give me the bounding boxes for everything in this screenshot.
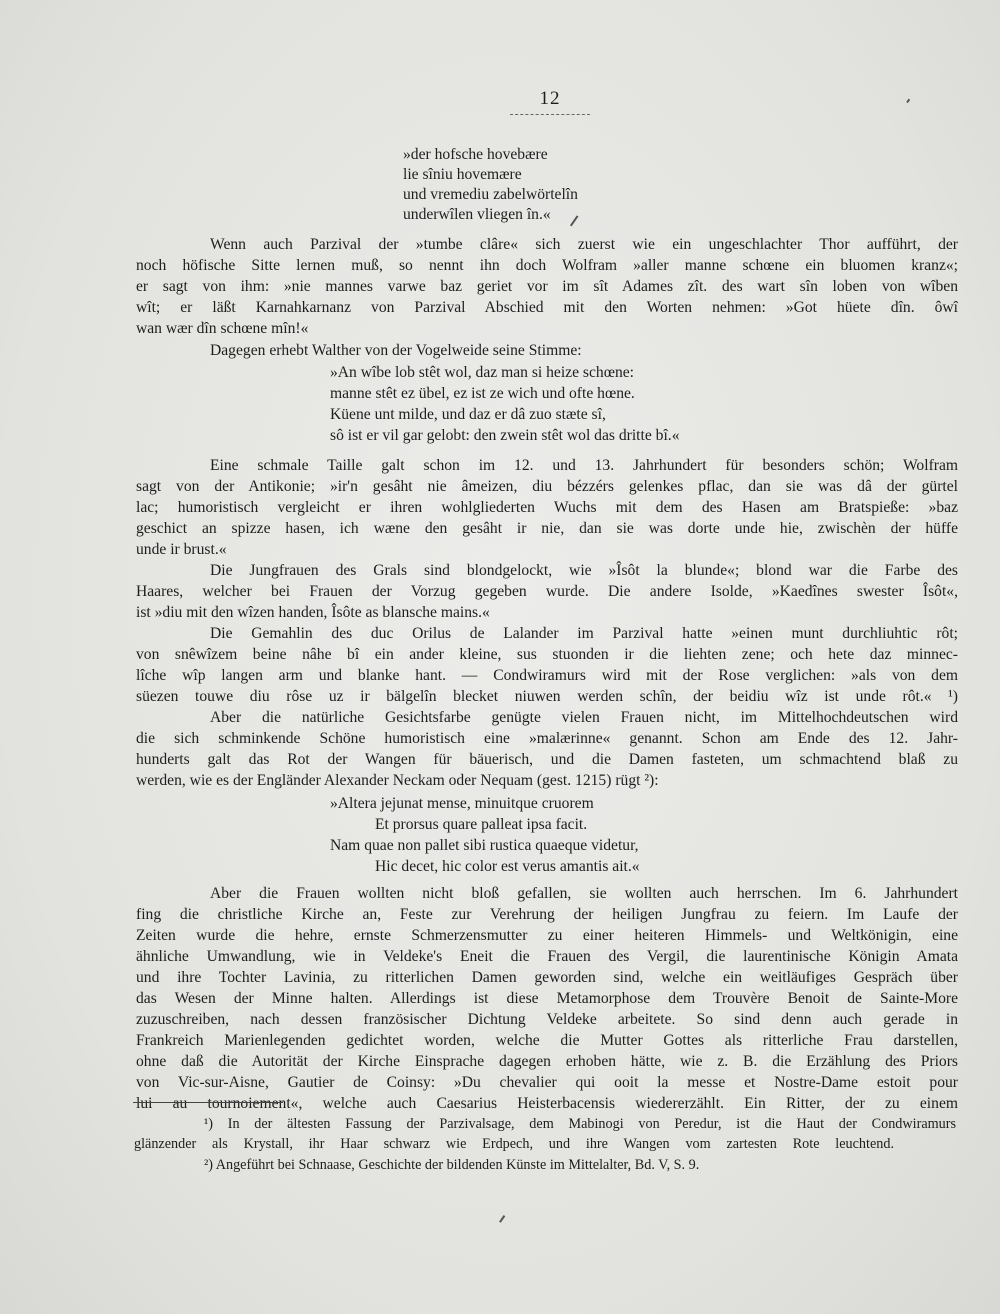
verse-line: manne stêt ez übel, ez ist ze wich und ofte hœne. xyxy=(330,385,635,402)
paragraph-line: er sagt von ihm: »nie mannes varwe baz geriet vor im sît Adames zît. des wart sîn loben von wîben xyxy=(136,278,958,295)
paragraph-line: Die Jungfrauen des Grals sind blondgelockt, wie »Îsôt la blunde«; blond war die Farbe des xyxy=(210,562,958,579)
paragraph-line: und ihre Tochter Lavinia, zu ritterlichen Damen geworden sind, welche ein weitläufiges Gespräch über xyxy=(136,969,958,986)
paragraph-line: Dagegen erhebt Walther von der Vogelweide seine Stimme: xyxy=(210,342,582,359)
paragraph-line: Zeiten wurde die hehre, ernste Schmerzensmutter zu einer heiteren Himmels- und Weltkönigin, eine xyxy=(136,927,958,944)
paragraph-line: fing die christliche Kirche an, Feste zur Verehrung der heiligen Jungfrau zu feiern. Im Laufe der xyxy=(136,906,958,923)
paragraph-line: von Vic-sur-Aisne, Gautier de Coinsy: »Du chevalier qui ooit la messe et Nostre-Dame estoit pour xyxy=(136,1074,958,1091)
paragraph-line: lac; humoristisch vergleicht er ihren wohlgliederten Wuchs mit dem des Hasen am Bratspieße: »baz xyxy=(136,499,958,516)
paragraph-line: sagt von der Antikonie; »ir'n gesâht nie âmeizen, diu bézzérs gelenkes pflac, dan sie was dâ der gürtel xyxy=(136,478,958,495)
footnote-rule xyxy=(133,1102,283,1103)
paragraph-line: süezen touwe diu rôse uz ir bälgelîn blecket niuwen werden schîn, der beidiu wîz ist unde rôt.« ¹) xyxy=(136,688,958,705)
paragraph-line: Frankreich Marienlegenden gedichtet worden, welche die Mutter Gottes als ritterliche Frau darstellen, xyxy=(136,1032,958,1049)
paragraph-line: ist »diu mit den wîzen handen, Îsôte as blansche mains.« xyxy=(136,604,490,621)
paragraph-line: noch höfische Sitte lernen muß, so nennt ihn doch Wolfram »aller manne schœne ein bluomen kranz«; xyxy=(136,257,958,274)
paragraph-line: unde ir brust.« xyxy=(136,541,227,558)
page-number: 12 xyxy=(539,88,561,109)
paragraph-line: ähnliche Umwandlung, wie in Veldeke's Eneit die Frauen des Vergil, die laurentinische Königin Amata xyxy=(136,948,958,965)
paragraph-line: Aber die Frauen wollten nicht bloß gefallen, sie wollten auch herrschen. Im 6. Jahrhundert xyxy=(210,885,958,902)
footnote: ¹) In der ältesten Fassung der Parzivalsage, dem Mabinogi von Peredur, ist die Haut der Condwiramurs xyxy=(204,1116,956,1132)
paragraph-line: lui au tournoiement«, welche auch Caesarius Heisterbacensis wiedererzählt. Ein Ritter, der zu einem xyxy=(136,1095,958,1112)
paragraph-line: zuzuschreiben, nach dessen französischer Dichtung Veldeke arbeitete. So sind denn auch gerade in xyxy=(136,1011,958,1028)
paragraph-line: von snêwîzem beine nâhe bî ein ander kleine, sus stuonden ir die liehten zene; och hete daz minnec- xyxy=(136,646,958,663)
ink-speck xyxy=(499,1215,505,1222)
footnote: glänzender als Krystall, ihr Haar schwarz wie Erdpech, und ihre Wangen vom zartesten Rote leuchtend. xyxy=(134,1136,894,1152)
paragraph-line: lîche wîp langen arm und blanke hant. — Condwiramurs wird mit der Rose verglichen: »als von dem xyxy=(136,667,958,684)
verse-line: und vremediu zabelwörtelîn xyxy=(403,186,578,203)
verse-line: Küene unt milde, und daz er dâ zuo stæte sî, xyxy=(330,406,606,423)
footnote: ²) Angeführt bei Schnaase, Geschichte der bildenden Künste im Mittelalter, Bd. V, S. 9. xyxy=(204,1157,700,1173)
paragraph-line: geschict an spizze hasen, ich wæne den gesâht ir nie, dan sie was dorte unde hie, zwischèn der hüffe xyxy=(136,520,958,537)
verse-line: lie sîniu hovemære xyxy=(403,166,522,183)
paragraph-line: Eine schmale Taille galt schon im 12. und 13. Jahrhundert für besonders schön; Wolfram xyxy=(210,457,958,474)
verse-line: »der hofsche hovebære xyxy=(403,146,548,163)
paragraph-line: ohne daß die Autorität der Kirche Einsprache dagegen erhoben hätte, wie z. B. die Erzählung des Priors xyxy=(136,1053,958,1070)
verse-line: Nam quae non pallet sibi rustica quaeque videtur, xyxy=(330,837,639,854)
paragraph-line: die sich schminkende Schöne humoristisch eine »malærinne« genannt. Schon am Ende des 12. Jahr- xyxy=(136,730,958,747)
paragraph-line: werden, wie es der Engländer Alexander Neckam oder Nequam (gest. 1215) rügt ²): xyxy=(136,772,659,789)
paragraph-line: Wenn auch Parzival der »tumbe clâre« sich zuerst wie ein ungeschlachter Thor aufführt, der xyxy=(210,236,958,253)
verse-line: »An wîbe lob stêt wol, daz man si heize schœne: xyxy=(330,364,635,381)
page-number-rule xyxy=(510,114,590,115)
verse-line: Hic decet, hic color est verus amantis ait.« xyxy=(375,858,640,875)
verse-line: sô ist er vil gar gelobt: den zwein stêt wol das dritte bî.« xyxy=(330,427,680,444)
verse-line: Et prorsus quare palleat ipsa facit. xyxy=(375,816,588,833)
paragraph-line: Die Gemahlin des duc Orilus de Lalander im Parzival hatte »einen munt durchliuhtic rôt; xyxy=(210,625,958,642)
paragraph-line: wît; er läßt Karnahkarnanz von Parzival Abschied mit den Worten nehmen: »Got hüete dîn. ôwî xyxy=(136,299,958,316)
paragraph-line: Haares, welcher bei Frauen der Vorzug gegeben wurde. Die andere Isolde, »Kaedînes swester Îsôt«, xyxy=(136,583,958,600)
paragraph-line: Aber die natürliche Gesichtsfarbe genügte vielen Frauen nicht, im Mittelhochdeutschen wird xyxy=(210,709,958,726)
paragraph-line: das Wesen der Minne halten. Allerdings ist diese Metamorphose dem Trouvère Benoit de Sainte-More xyxy=(136,990,958,1007)
verse-line: underwîlen vliegen în.« xyxy=(403,206,551,223)
verse-line: »Altera jejunat mense, minuitque cruorem xyxy=(330,795,594,812)
paragraph-line: hunderts galt das Rot der Wangen für bäuerisch, und die Damen fasteten, um schmachtend blaß zu xyxy=(136,751,958,768)
paragraph-line: wan wær dîn schœne mîn!« xyxy=(136,320,309,337)
